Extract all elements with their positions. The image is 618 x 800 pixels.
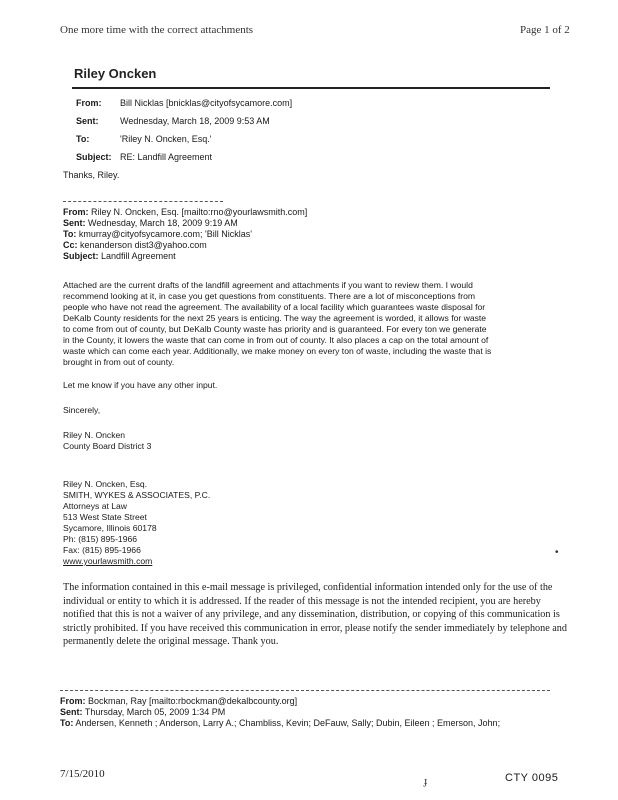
sent-label: Sent:	[76, 116, 99, 126]
from-label: From:	[60, 696, 86, 706]
valediction: Sincerely,	[63, 405, 101, 415]
scan-mark: •	[555, 547, 559, 558]
message2-cc-row	[63, 240, 307, 251]
message1-to-row	[76, 130, 292, 148]
firm-signature	[63, 479, 210, 567]
message2-body	[63, 280, 563, 368]
to-label: To:	[60, 718, 74, 728]
message2-divider	[63, 201, 223, 202]
firm-website-link[interactable]: www.yourlawsmith.com	[63, 556, 153, 566]
body-line: recommend looking at it, in case you get questions from constituents. There are a lot of misconceptions from	[63, 291, 476, 301]
closing-request: Let me know if you have any other input.	[63, 380, 218, 390]
firm-line: 513 West State Street	[63, 512, 147, 522]
sent-label: Sent:	[60, 707, 83, 717]
message3-divider	[60, 690, 550, 691]
firm-line: Fax: (815) 895-1966	[63, 545, 141, 555]
body-line: people who have not read the agreement. The availability of a local facility which guarantees waste disposal for	[63, 302, 486, 312]
firm-line: Ph: (815) 895-1966	[63, 534, 138, 544]
message1-sent-row	[76, 112, 292, 130]
message1-from-row	[76, 94, 292, 112]
message1-subject-row	[76, 148, 292, 166]
print-date: 7/15/2010	[60, 768, 105, 780]
message1-from: Bill Nicklas [bnicklas@cityofsycamore.com]	[120, 98, 293, 108]
header-divider	[72, 87, 550, 89]
initials-mark: ɟ	[424, 776, 428, 787]
body-line: to come from out of county, but DeKalb County waste has priority and is guaranteed. For every ton we generate	[63, 324, 487, 334]
message3-from-row	[60, 696, 500, 707]
firm-line: Attorneys at Law	[63, 501, 128, 511]
message3-to-row	[60, 718, 500, 729]
message3-from: Bockman, Ray [mailto:rbockman@dekalbcounty.org]	[88, 696, 298, 706]
message2-from-row	[63, 207, 307, 218]
body-line: in the County, it lowers the waste that can come in from out of county. It also places a cap on the total amount of	[63, 335, 489, 345]
confidentiality-notice: The information contained in this e-mail message is privileged, confidential information intended only for the use of the individual or entity to which it is addressed. If the reader of this message is not the intended recipient, you are hereby notified that this is not a waiver of any privilege, and any dissemination, distribution, or copying of this communication is strictly prohibited. If you have received this communication in error, please notify the sender immediately by telephone and permanently delete the original message. Thank you.	[63, 582, 567, 647]
message1-subject: RE: Landfill Agreement	[120, 152, 213, 162]
message2-from: Riley N. Oncken, Esq. [mailto:rno@yourlawsmith.com]	[91, 207, 308, 217]
message3-header	[60, 696, 500, 729]
message2-subject-row	[63, 251, 307, 262]
from-label: From:	[76, 98, 102, 108]
body-line: waste which can come each year. Additionally, we make money on every ton of waste, including the waste that is	[63, 346, 492, 356]
message1-sent: Wednesday, March 18, 2009 9:53 AM	[120, 116, 270, 126]
firm-line: SMITH, WYKES & ASSOCIATES, P.C.	[63, 490, 211, 500]
signer-name: Riley N. Oncken	[63, 430, 126, 440]
firm-line: Riley N. Oncken, Esq.	[63, 479, 148, 489]
message3-sent: Thursday, March 05, 2009 1:34 PM	[84, 707, 226, 717]
message3-to: Andersen, Kenneth ; Anderson, Larry A.; Chambliss, Kevin; DeFauw, Sally; Dubin, Eileen ; Emerson, John;	[75, 718, 501, 728]
body-line: DeKalb County residents for the next 25 years is enticing. The way the agreement is worded, it allows for waste	[63, 313, 487, 323]
message2-subject: Landfill Agreement	[101, 251, 176, 261]
message1-to: 'Riley N. Oncken, Esq.'	[120, 134, 212, 144]
message1-header	[76, 94, 292, 166]
signature-block	[63, 430, 151, 452]
sender-name: Riley Oncken	[74, 66, 157, 81]
message1-body: Thanks, Riley.	[63, 170, 120, 180]
firm-line: Sycamore, Illinois 60178	[63, 523, 157, 533]
to-label: To:	[63, 229, 77, 239]
message2-to-row	[63, 229, 307, 240]
signer-title: County Board District 3	[63, 441, 152, 451]
subject-label: Subject:	[63, 251, 99, 261]
subject-label: Subject:	[76, 152, 112, 162]
message2-sent: Wednesday, March 18, 2009 9:19 AM	[88, 218, 238, 228]
document-header-title: One more time with the correct attachments	[60, 24, 254, 36]
page-number: Page 1 of 2	[520, 24, 570, 36]
body-line: brought in from out of county.	[63, 357, 175, 367]
message2-to: kmurray@cityofsycamore.com; 'Bill Nicklas'	[78, 229, 252, 239]
from-label: From:	[63, 207, 89, 217]
message2-header	[63, 207, 307, 262]
message2-sent-row	[63, 218, 307, 229]
sent-label: Sent:	[63, 218, 86, 228]
message3-sent-row	[60, 707, 500, 718]
to-label: To:	[76, 134, 90, 144]
message2-cc: kenanderson dist3@yahoo.com	[80, 240, 207, 250]
cc-label: Cc:	[63, 240, 78, 250]
body-line: Attached are the current drafts of the landfill agreement and attachments if you want to review them. I would	[63, 280, 473, 290]
bates-stamp: CTY 0095	[505, 772, 559, 784]
